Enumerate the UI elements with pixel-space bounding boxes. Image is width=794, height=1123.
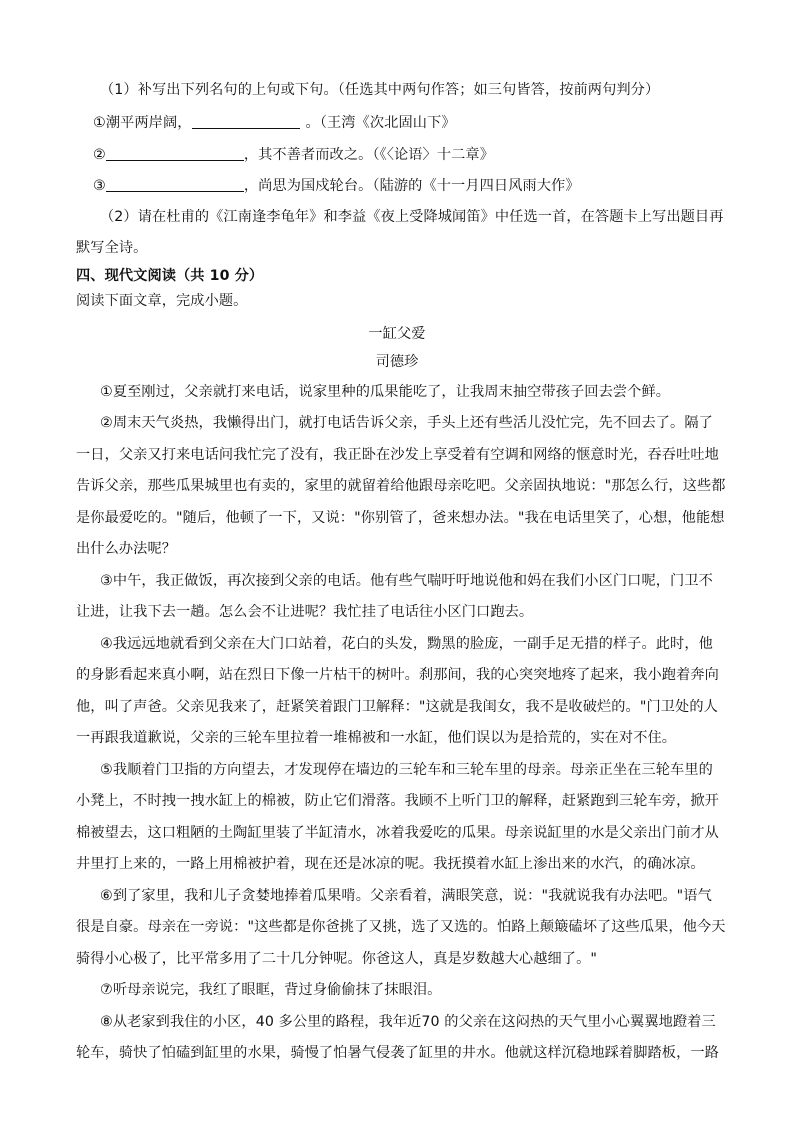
item-2-number: ② [93, 147, 106, 163]
article-line: 告诉父亲，那些瓜果城里也有卖的，家里的就留着给他跟母亲吃吧。父亲固执地说："那怎么行，这些都 [76, 478, 726, 494]
article-line: 一再跟我道歉说，父亲的三轮车里拉着一堆棉被和一水缸，他们误以为是拾荒的，实在对不住。 [76, 730, 677, 746]
article-line: ②周末天气炎热，我懒得出门，就打电话告诉父亲，手头上还有些活儿没忙完，先不回去了。隔了 [100, 415, 713, 431]
article-line: ①夏至刚过，父亲就打来电话，说家里种的瓜果能吃了，让我周末抽空带孩子回去尝个鲜。 [100, 384, 671, 400]
answer-blank-2[interactable] [106, 146, 244, 161]
item-1-text: ①潮平两岸阔， [93, 115, 192, 131]
recitation-question-line-2: 默写全诗。 [76, 240, 148, 256]
answer-blank-1[interactable] [192, 114, 300, 129]
section-4-instruction: 阅读下面文章，完成小题。 [76, 293, 248, 309]
article-line: ⑤我顺着门卫指的方向望去，才发现停在墙边的三轮车和三轮车里的母亲。母亲正坐在三轮车里的 [100, 762, 713, 778]
article-line: ⑥到了家里，我和儿子贪婪地捧着瓜果啃。父亲看着，满眼笑意，说："我就说我有办法吧。"语气 [100, 888, 712, 904]
article-line: ④我远远地就看到父亲在大门口站着，花白的头发，黝黑的脸庞，一副手足无措的样子。此时，他 [100, 636, 713, 652]
article-line: 的身影看起来真小啊，站在烈日下像一片枯干的树叶。刹那间，我的心突突地疼了起来，我小跑着奔向 [76, 667, 719, 683]
article-line: 一日，父亲又打来电话问我忙完了没有，我正卧在沙发上享受着有空调和网络的惬意时光，吞吞吐吐地 [76, 447, 719, 463]
item-2-text: ，其不善者而改之。（《〈论语〉十二章》 [243, 147, 494, 163]
article-line: 骑得小心极了，比平常多用了二十几分钟呢。你爸这人，真是岁数越大心越细了。" [76, 951, 597, 967]
article-line: 是你最爱吃的。"随后，他顿了一下，又说："你别管了，爸来想办法。"我在电话里笑了，心想，他能想 [76, 510, 725, 526]
article-line: 轮车，骑快了怕磕到缸里的水果，骑慢了怕暑气侵袭了缸里的井水。他就这样沉稳地踩着脚踏板，一路 [76, 1045, 719, 1061]
section-4-heading: 四、现代文阅读（共 10 分） [76, 268, 264, 284]
article-title: 一缸父爱 [368, 326, 426, 342]
fill-in-intro: （1）补写出下列名句的上句或下句。（任选其中两句作答；如三句皆答，按前两句判分） [100, 82, 660, 98]
fill-in-item-2 [93, 145, 494, 165]
article-line: 他，叫了声爸。父亲见我来了，赶紧笑着跟门卫解释："这就是我闺女，我不是收破烂的。"门卫处的人 [76, 699, 718, 715]
article-line: 让进，让我下去一趟。怎么会不让进呢？我忙挂了电话往小区门口跑去。 [76, 604, 534, 620]
item-3-number: ③ [93, 178, 106, 194]
article-line: 出什么办法呢？ [76, 541, 177, 557]
answer-blank-3[interactable] [106, 177, 244, 192]
article-author: 司德珍 [375, 354, 419, 370]
article-line: ③中午，我正做饭，再次接到父亲的电话。他有些气喘吁吁地说他和妈在我们小区门口呢，门卫不 [100, 573, 713, 589]
article-line: 小凳上，不时拽一拽水缸上的棉被，防止它们滑落。我顾不上听门卫的解释，赶紧跑到三轮车旁，掀开 [76, 793, 719, 809]
item-3-text: ，尚思为国戍轮台。（陆游的《十一月四日风雨大作》 [243, 178, 580, 194]
recitation-question-line-1: （2）请在杜甫的《江南逢李龟年》和李益《夜上受降城闻笛》中任选一首，在答题卡上写出题目再 [100, 209, 724, 225]
fill-in-item-3 [93, 176, 580, 196]
article-line: 棉被望去，这口粗陋的土陶缸里装了半缸清水，冰着我爱吃的瓜果。母亲说缸里的水是父亲出门前才从 [76, 825, 719, 841]
item-1-source: 。（王湾《次北固山下》 [305, 115, 456, 131]
fill-in-item-1 [93, 113, 456, 133]
article-line: ⑦听母亲说完，我红了眼眶，背过身偷偷抹了抹眼泪。 [100, 982, 442, 998]
article-line: 井里打上来的，一路上用棉被护着，现在还是冰凉的呢。我抚摸着水缸上渗出来的水汽，的确冰凉。 [76, 856, 705, 872]
article-line: 很是自豪。母亲在一旁说："这些都是你爸挑了又挑，选了又选的。怕路上颠簸磕坏了这些瓜果，他今天 [76, 919, 726, 935]
article-line: ⑧从老家到我住的小区，40 多公里的路程，我年近70 的父亲在这闷热的天气里小心翼翼地蹬着三 [100, 1014, 716, 1030]
